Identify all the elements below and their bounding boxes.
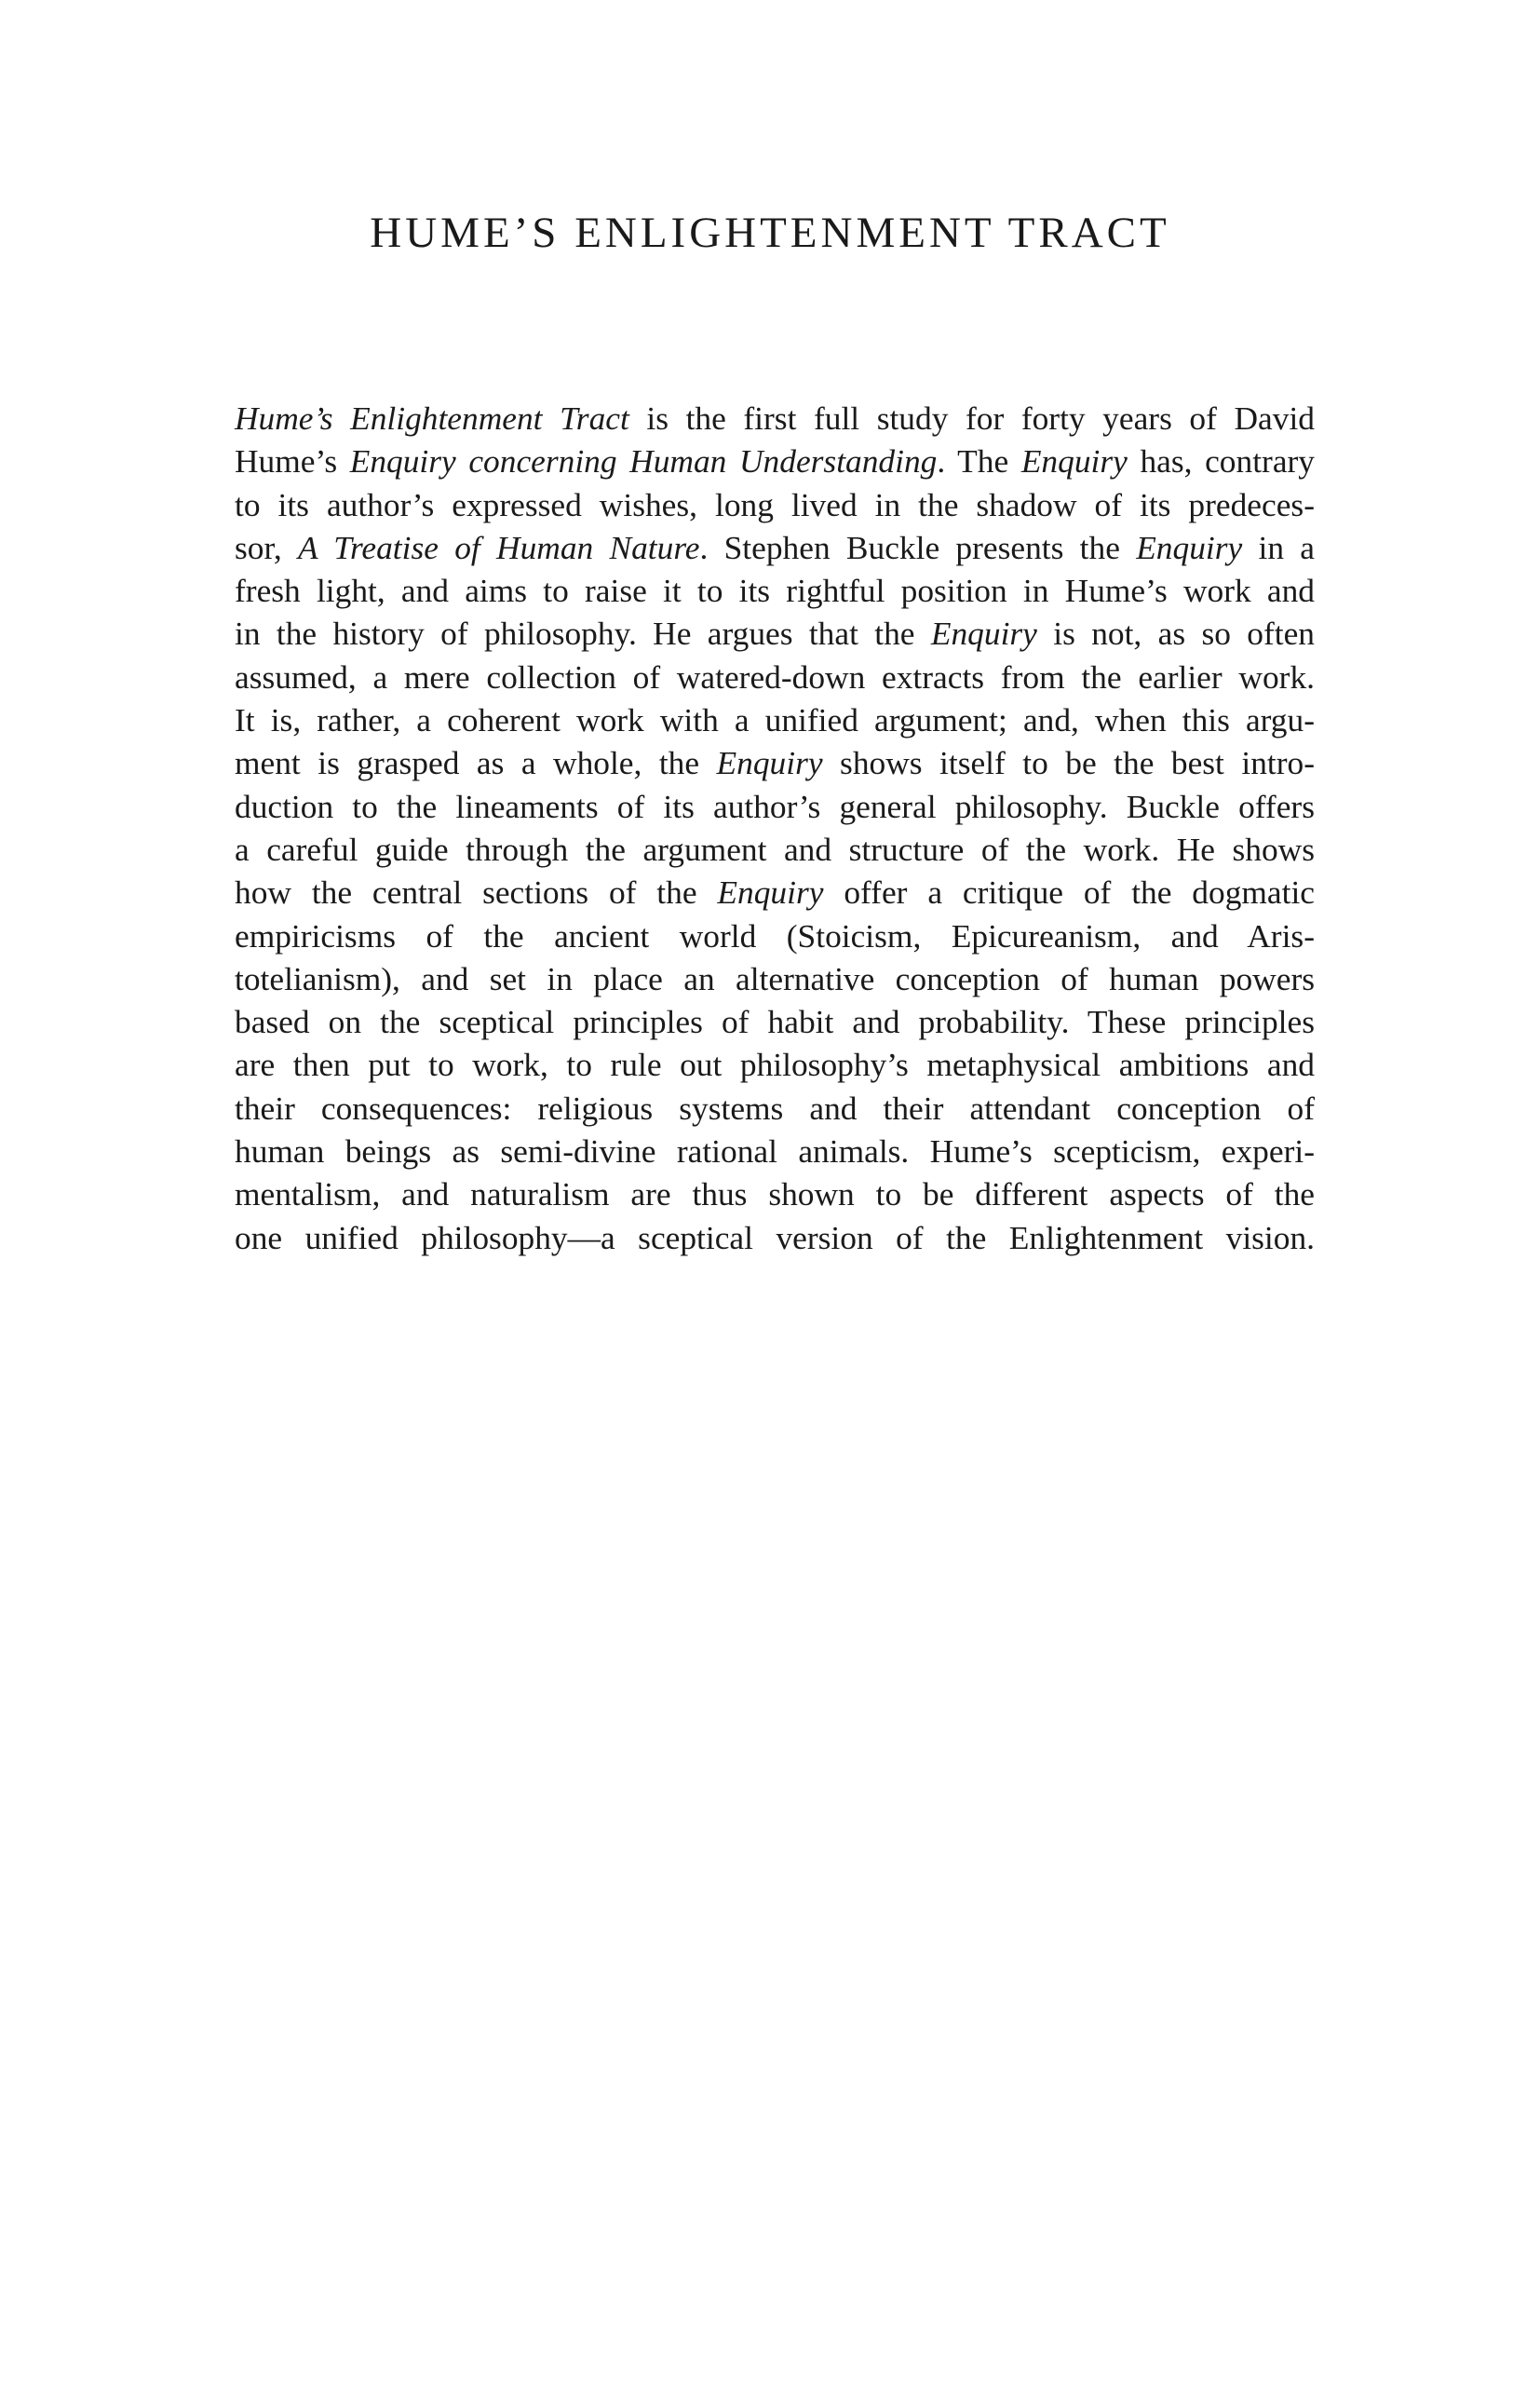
- text-line: [235, 698, 1315, 741]
- text-segment: has, contrary: [1127, 442, 1316, 481]
- text-segment: mentalism, and naturalism are thus shown to be different aspects of the: [235, 1175, 1315, 1213]
- text-segment: in the history of philosophy. He argues that the: [235, 615, 931, 653]
- text-segment: in a: [1242, 528, 1315, 566]
- text-segment: human beings as semi-divine rational animals. Hume’s scepticism, experi-: [235, 1132, 1315, 1171]
- text-segment: totelianism), and set in place an alternative conception of human powers: [235, 959, 1315, 997]
- text-segment: . Stephen Buckle presents the: [699, 528, 1137, 566]
- text-line: [235, 1216, 1315, 1259]
- text-line: [235, 569, 1315, 612]
- page-title: HUME’S ENLIGHTENMENT TRACT: [370, 209, 1170, 257]
- text-line: [235, 1172, 1315, 1215]
- text-line: [235, 1000, 1315, 1043]
- text-segment: shows itself to be the best intro-: [822, 744, 1315, 782]
- text-segment: assumed, a mere collection of watered-down extracts from the earlier work.: [235, 657, 1315, 696]
- text-line: [235, 1087, 1315, 1130]
- text-segment: . The: [937, 442, 1021, 481]
- italic-text: Enquiry: [717, 874, 824, 912]
- text-segment: It is, rather, a coherent work with a unified argument; and, when this argu-: [235, 701, 1315, 739]
- text-line: [235, 785, 1315, 828]
- text-line: [235, 871, 1315, 914]
- text-segment: one unified philosophy—a sceptical version of the Enlightenment vision.: [235, 1218, 1315, 1256]
- italic-text: Enquiry: [1136, 528, 1243, 566]
- text-line: [235, 397, 1315, 440]
- text-segment: Hume’s: [235, 442, 350, 481]
- text-line: [235, 526, 1315, 569]
- text-segment: offer a critique of the dogmatic: [823, 874, 1316, 912]
- text-segment: to its author’s expressed wishes, long lived in the shadow of its predeces-: [235, 485, 1315, 523]
- text-line: [235, 612, 1315, 655]
- text-line: [235, 828, 1315, 871]
- text-segment: are then put to work, to rule out philosophy’s metaphysical ambitions and: [235, 1046, 1315, 1084]
- text-line: [235, 1130, 1315, 1172]
- italic-text: Hume’s Enlightenment Tract: [235, 400, 629, 437]
- text-line: [235, 957, 1315, 1000]
- text-segment: how the central sections of the: [235, 874, 718, 912]
- text-segment: duction to the lineaments of its author’s general philosophy. Buckle offers: [235, 787, 1315, 825]
- italic-text: Enquiry: [716, 744, 823, 782]
- text-segment: sor,: [235, 528, 298, 566]
- text-segment: empiricisms of the ancient world (Stoicism, Epicureanism, and Aris-: [235, 916, 1315, 955]
- text-segment: is the first full study for forty years of David: [628, 400, 1315, 437]
- text-segment: a careful guide through the argument and structure of the work. He shows: [235, 830, 1315, 868]
- text-line: [235, 656, 1315, 698]
- italic-text: Enquiry: [1020, 442, 1128, 481]
- text-line: [235, 914, 1315, 957]
- text-segment: ment is grasped as a whole, the: [235, 744, 717, 782]
- text-line: [235, 741, 1315, 784]
- text-line: [235, 1043, 1315, 1086]
- italic-text: Enquiry concerning Human Understanding: [349, 442, 938, 481]
- italic-text: Enquiry: [930, 615, 1037, 653]
- description-paragraph: [235, 397, 1315, 1259]
- italic-text: A Treatise of Human Nature: [297, 528, 700, 566]
- text-line: [235, 483, 1315, 526]
- text-segment: their consequences: religious systems and their attendant conception of: [235, 1089, 1315, 1127]
- text-segment: fresh light, and aims to raise it to its rightful position in Hume’s work and: [235, 572, 1315, 610]
- text-segment: is not, as so often: [1036, 615, 1315, 653]
- text-segment: based on the sceptical principles of habit and probability. These principles: [235, 1003, 1315, 1041]
- text-line: [235, 440, 1315, 482]
